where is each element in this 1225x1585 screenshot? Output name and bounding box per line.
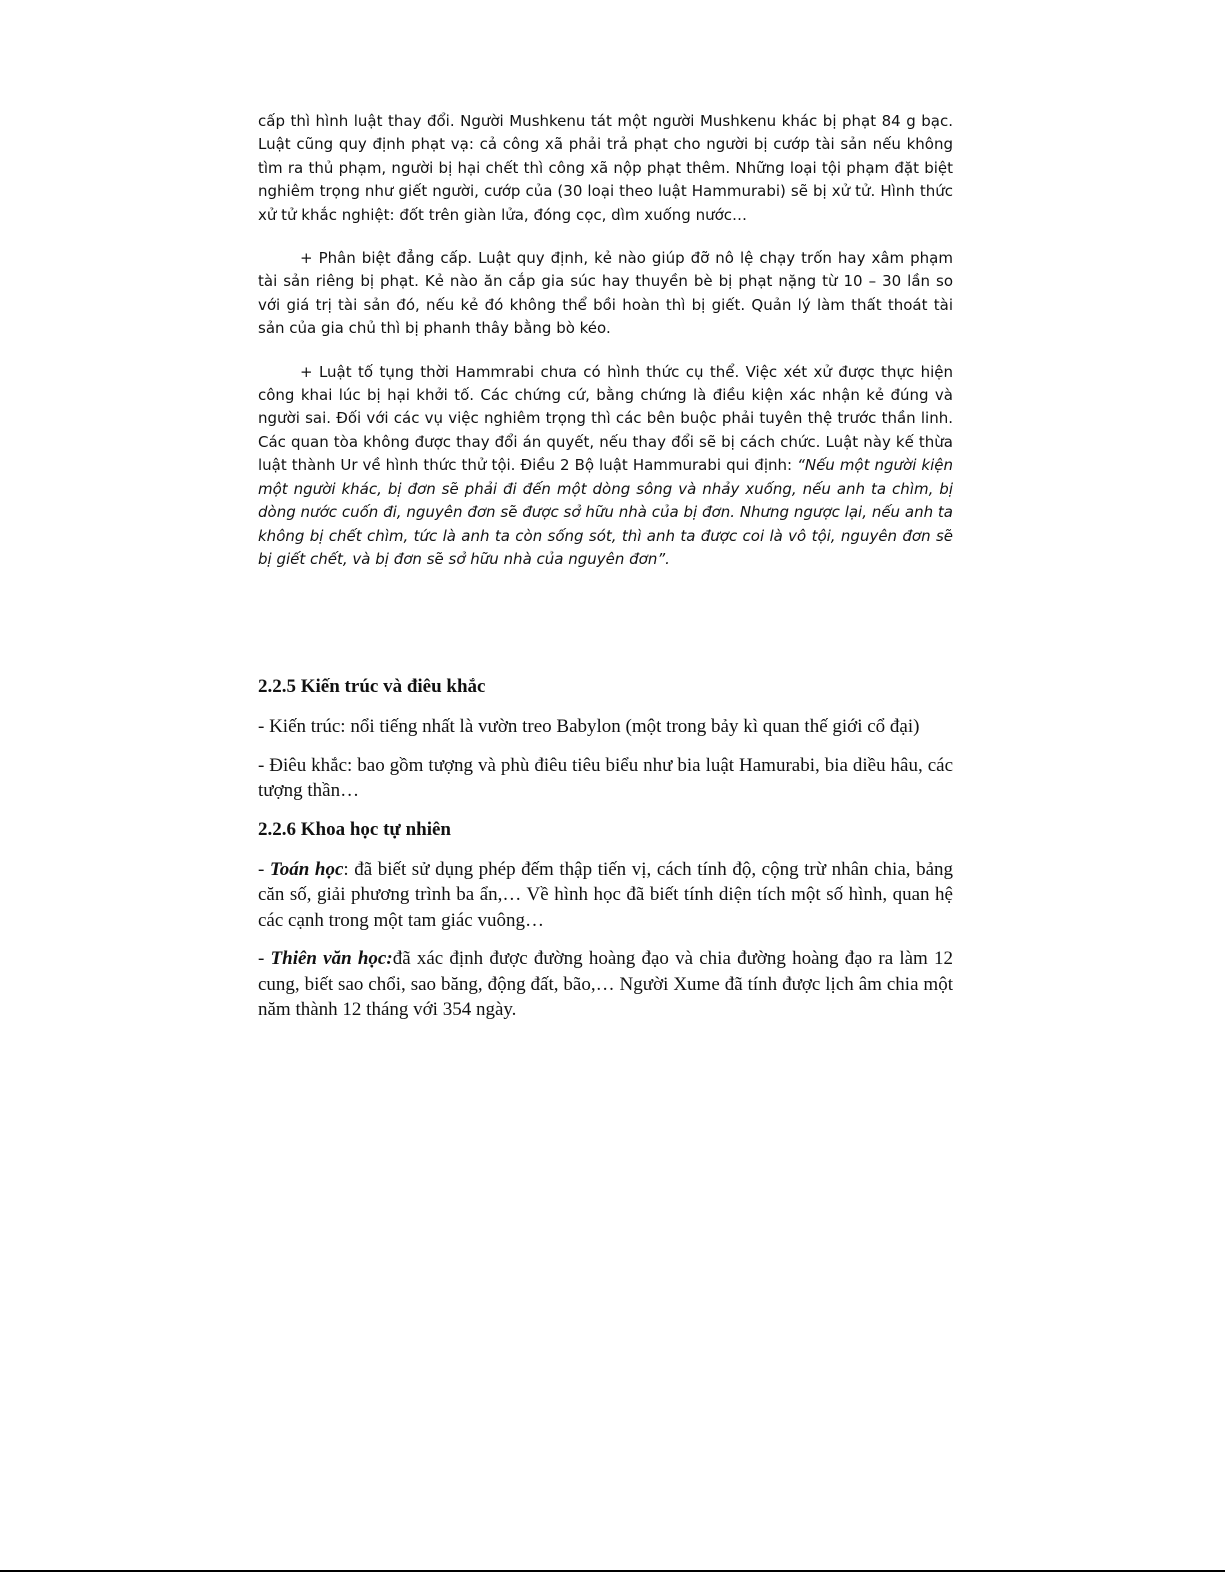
science-heading: 2.2.6 Khoa học tự nhiên (258, 818, 451, 840)
law-paragraph-penalties: cấp thì hình luật thay đổi. Người Mushkenu tát một người Mushkenu khác bị phạt 84 g bạc. Luật cũng quy định phạt vạ: cả công xã phải trả phạt cho người bị cướp tài sản nếu không tìm ra thủ phạm, người bị hại chết thì công xã nộp phạt thêm. Những loại tội phạm đặt biệt nghiêm trọng như giết người, cướp của (30 loại theo luật Hammurabi) sẽ bị xử tử. Hình thức xử tử khắc nghiệt: đốt trên giàn lửa, đóng cọc, dìm xuống nước… (258, 112, 953, 224)
sculpture-item: - Điêu khắc: bao gồm tượng và phù điêu tiêu biểu như bia luật Hamurabi, bia diều hâu, các tượng thần… (258, 754, 953, 801)
astronomy-label: Thiên văn học: (270, 948, 393, 969)
hammurabi-quote: “Nếu một người kiện một người khác, bị đơn sẽ phải đi đến một dòng sông và nhảy xuống, nếu anh ta chìm, bị dòng nước cuốn đi, nguyên đơn sẽ được sở hữu nhà của bị đơn. Nhưng ngược lại, nếu anh ta không bị chết chìm, tức là anh ta còn sống sót, thì anh ta được coi là vô tội, nguyên đơn sẽ bị giết chết, và bị đơn sẽ sở hữu nhà của nguyên đơn”. (258, 456, 953, 568)
math-prefix: - (258, 858, 270, 880)
math-item (258, 857, 953, 934)
math-label: Toán học (269, 858, 344, 880)
astronomy-item (258, 946, 953, 1023)
page-bottom-border (0, 1570, 1225, 1572)
law-paragraph-caste: + Phân biệt đẳng cấp. Luật quy định, kẻ nào giúp đỡ nô lệ chạy trốn hay xâm phạm tài sản riêng bị phạt. Kẻ nào ăn cắp gia súc hay thuyền bè bị phạt nặng từ 10 – 30 lần so với giá trị tài sản đó, nếu kẻ đó không thể bồi hoàn thì bị giết. Quản lý làm thất thoát tài sản của gia chủ thì bị phanh thây bằng bò kéo. (258, 249, 953, 338)
astronomy-prefix: - (258, 948, 271, 969)
procedure-text: + Luật tố tụng thời Hammrabi chưa có hình thức cụ thể. Việc xét xử được thực hiện công khai lúc bị hại khởi tố. Các chứng cứ, bằng chứng là điều kiện xác nhận kẻ đúng và người sai. Đối với các vụ việc nghiêm trọng thì các bên buộc phải tuyên thệ trước thần linh. Các quan tòa không được thay đổi án quyết, nếu thay đổi sẽ bị cách chức. Luật này kế thừa luật thành Ur về hình thức thử tội. Điều 2 Bộ luật Hammurabi qui định: (258, 362, 953, 475)
astronomy-text: đã xác định được đường hoàng đạo và chia đường hoàng đạo ra làm 12 cung, biết sao chổi, sao băng, động đất, bão,… Người Xume đã tính được lịch âm chia một năm thành 12 tháng với 354 ngày. (258, 948, 954, 1020)
math-text: : đã biết sử dụng phép đếm thập tiến vị, cách tính độ, cộng trừ nhân chia, bảng căn số, giải phương trình ba ẩn,… Về hình học đã biết tính diện tích một số hình, quan hệ các cạnh trong một tam giác vuông… (258, 858, 954, 931)
architecture-heading: 2.2.5 Kiến trúc và điêu khắc (258, 676, 486, 697)
architecture-item: - Kiến trúc: nổi tiếng nhất là vườn treo Babylon (một trong bảy kì quan thế giới cổ đại) (258, 716, 920, 737)
law-section (258, 110, 953, 571)
law-paragraph-procedure (258, 361, 953, 572)
culture-section (258, 674, 953, 1036)
